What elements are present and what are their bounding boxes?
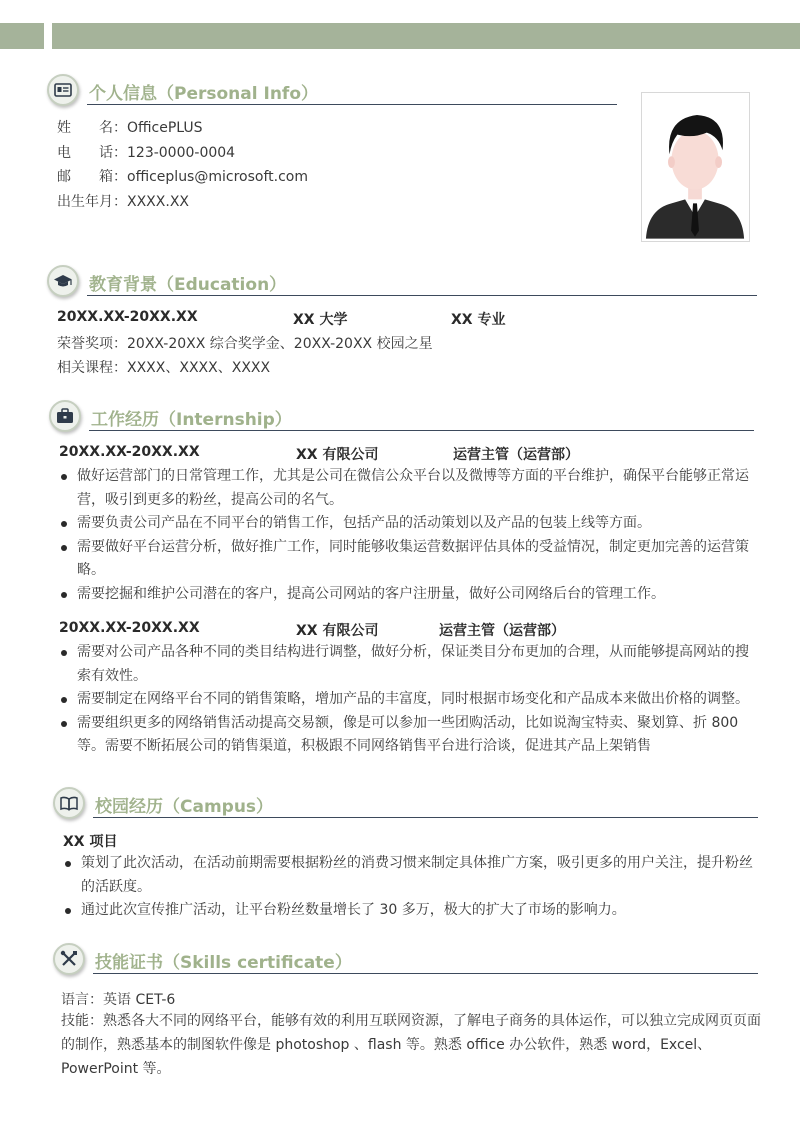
skills-language: 语言：英语 CET-6 <box>61 992 176 1008</box>
job-2-company: XX 有限公司 <box>296 623 379 639</box>
birth-label: 出生年月： <box>57 194 127 210</box>
section-personal-title: 个人信息（Personal Info） <box>89 84 318 104</box>
list-item: 需要对公司产品各种不同的类目结构进行调整，做好分析，保证类目分布更加的合理，从而能够提高网站的搜索有效性。 <box>59 641 759 688</box>
education-period: 20XX.XX-20XX.XX <box>57 309 198 325</box>
list-item: 策划了此次活动，在活动前期需要根据粉丝的消费习惯来制定具体推广方案，吸引更多的用户关注，提升粉丝的活跃度。 <box>63 852 761 899</box>
briefcase-icon <box>49 400 81 432</box>
personal-name-row <box>57 117 203 137</box>
education-school: XX 大学 <box>293 312 348 328</box>
graduation-cap-icon <box>47 265 79 297</box>
job-2-period: 20XX.XX-20XX.XX <box>59 620 200 636</box>
section-campus-header <box>53 787 758 821</box>
section-divider <box>93 973 758 974</box>
skills-tech: 技能：熟悉各大不同的网络平台，能够有效的利用互联网资源，了解电子商务的具体运作，可以独立完成网页页面的制作，熟悉基本的制图软件像是 photoshop 、flash 等。熟悉 office 办公软件，熟悉 word，Excel、PowerPoint 等。 <box>61 1013 761 1077</box>
section-divider <box>87 104 617 105</box>
education-major: XX 专业 <box>451 312 506 328</box>
list-item: 需要组织更多的网络销售活动提高交易额，像是可以参加一些团购活动，比如说淘宝特卖、聚划算、折 800 等。需要不断拓展公司的销售渠道，积极跟不同网络销售平台进行洽谈，促进其产品上架销售 <box>59 712 759 759</box>
list-item: 做好运营部门的日常管理工作，尤其是公司在微信公众平台以及微博等方面的平台维护，确保平台能够正常运营，吸引到更多的粉丝，提高公司的名气。 <box>59 465 759 512</box>
section-divider <box>89 430 754 431</box>
phone-label: 电 话： <box>57 145 127 161</box>
education-honors: 荣誉奖项：20XX-20XX 综合奖学金、20XX-20XX 校园之星 <box>57 336 433 352</box>
birth-value: XXXX.XX <box>127 194 189 210</box>
section-personal-header <box>47 74 617 108</box>
list-item: 需要负责公司产品在不同平台的销售工作，包括产品的活动策划以及产品的包装上线等方面。 <box>59 512 759 536</box>
email-value: officeplus@microsoft.com <box>127 169 308 185</box>
id-card-icon <box>47 74 79 106</box>
tools-icon <box>53 943 85 975</box>
job-1-position: 运营主管（运营部） <box>453 447 579 463</box>
phone-value: 123-0000-0004 <box>127 145 236 161</box>
avatar-icon <box>642 93 749 241</box>
section-skills-header <box>53 943 758 977</box>
list-item: 需要制定在网络平台不同的销售策略，增加产品的丰富度，同时根据市场变化和产品成本来做出价格的调整。 <box>59 688 759 712</box>
list-item: 需要做好平台运营分析，做好推广工作，同时能够收集运营数据评估具体的受益情况，制定更加完善的运营策略。 <box>59 536 759 583</box>
email-label: 邮 箱： <box>57 169 127 185</box>
personal-email-row <box>57 166 308 186</box>
list-item: 通过此次宣传推广活动，让平台粉丝数量增长了 30 多万，极大的扩大了市场的影响力。 <box>63 899 761 923</box>
section-skills-title: 技能证书（Skills certificate） <box>95 953 352 973</box>
job-1-bullets <box>59 465 759 606</box>
section-work-title: 工作经历（Internship） <box>91 410 292 430</box>
section-campus-title: 校园经历（Campus） <box>95 797 274 817</box>
campus-project: XX 项目 <box>63 834 118 850</box>
name-value: OfficePLUS <box>127 120 203 136</box>
header-bar-left <box>0 23 44 49</box>
personal-phone-row <box>57 142 235 162</box>
avatar-photo <box>641 92 750 242</box>
list-item: 需要挖掘和维护公司潜在的客户，提高公司网站的客户注册量，做好公司网络后台的管理工作。 <box>59 583 759 607</box>
section-education-title: 教育背景（Education） <box>89 275 287 295</box>
section-divider <box>93 817 758 818</box>
job-1-company: XX 有限公司 <box>296 447 379 463</box>
job-2-position: 运营主管（运营部） <box>439 623 565 639</box>
campus-bullets <box>63 852 761 923</box>
education-courses: 相关课程：XXXX、XXXX、XXXX <box>57 360 271 376</box>
name-label: 姓 名： <box>57 120 127 136</box>
personal-birth-row <box>57 191 189 211</box>
section-work-header <box>49 400 754 434</box>
job-1-period: 20XX.XX-20XX.XX <box>59 444 200 460</box>
section-divider <box>87 295 757 296</box>
job-2-bullets <box>59 641 759 759</box>
section-education-header <box>47 265 757 299</box>
open-book-icon <box>53 787 85 819</box>
header-bar-right <box>52 23 800 49</box>
